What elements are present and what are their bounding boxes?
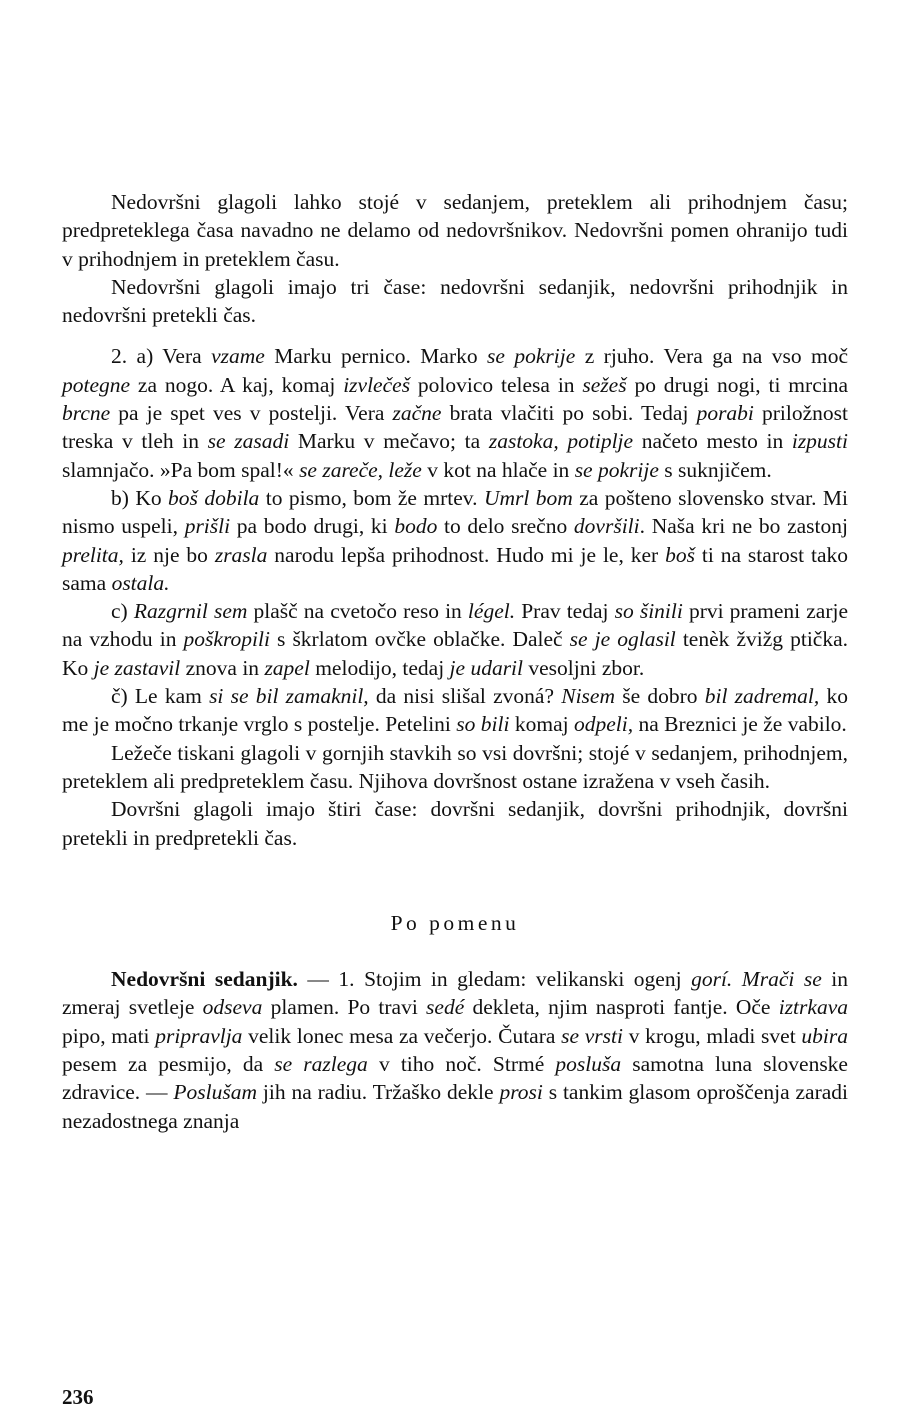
example-2c: c) Razgrnil sem plašč na cvetočo reso in légel. Prav tedaj so šinili prvi prameni zarje na vzhodu in poškropili s škrlatom ovčke oblačke. Daleč se je oglasil tenèk žvižg ptička. Ko je zastavil znova in zapel melodijo, tedaj je udaril vesoljni zbor. — [62, 599, 849, 680]
emphasized-verb: so bili — [456, 712, 510, 737]
emphasized-verb: gorí. Mrači se — [691, 967, 822, 992]
emphasized-verb: Umrl bom — [483, 485, 573, 510]
section-heading: Po pomenu — [390, 910, 520, 935]
emphasized-verb: je udaril — [449, 655, 524, 680]
emphasized-verb: posluša — [555, 1052, 622, 1077]
example-2a: 2. a) Vera vzame Marku pernico. Marko se pokrije z rjuho. Vera ga na vso moč potegne za nogo. A kaj, komaj izvlečeš polovico telesa in sežeš po drugi nogi, ti mrcina brcne pa je spet ves v postelji. Vera začne brata vlačiti po sobi. Tedaj porabi priložnost treska v tleh in se zasadi Marku v mečavo; ta zastoka, potiplje načeto mesto in izpusti slamnjačo. »Pa bom spal!« se zareče, leže v kot na hlače in se pokrije s suknjičem. — [62, 344, 849, 482]
emphasized-verb: sežeš — [582, 372, 627, 397]
emphasized-verb: izpusti — [791, 429, 848, 454]
emphasized-verb: si se bil zamaknil, — [209, 684, 369, 709]
emphasized-verb: se zareče, leže — [299, 457, 422, 482]
emphasized-verb: bil zadremal, — [704, 684, 820, 709]
emphasized-verb: izvlečeš — [343, 372, 411, 397]
emphasized-verb: dovršili — [573, 514, 640, 539]
emphasized-verb: brcne — [62, 401, 111, 426]
emphasized-verb: odpeli, — [573, 712, 634, 737]
emphasized-verb: potegne — [62, 372, 131, 397]
emphasized-verb: je zastavil — [93, 655, 181, 680]
emphasized-verb: prelita, — [62, 542, 124, 567]
example-2cz: č) Le kam si se bil zamaknil, da nisi slišal zvoná? Nisem še dobro bil zadremal, ko me je močno trkanje vrglo s postelje. Petelini so bili komaj odpeli, na Breznici je že vabilo. — [62, 684, 848, 737]
emphasized-verb: iztrkava — [778, 995, 848, 1020]
emphasized-verb: vzame — [211, 344, 265, 369]
emphasized-verb: odseva — [202, 995, 263, 1020]
emphasized-verb: boš dobila — [168, 485, 260, 510]
emphasized-verb: se zasadi — [207, 429, 290, 454]
emphasized-verb: se razlega — [274, 1052, 368, 1077]
emphasized-verb: pripravlja — [155, 1023, 243, 1048]
emphasized-verb: bodo — [394, 514, 438, 539]
emphasized-verb: zrasla — [214, 542, 268, 567]
emphasized-verb: Razgrnil sem — [133, 599, 248, 624]
emphasized-verb: prišli — [184, 514, 231, 539]
emphasized-verb: se pokrije — [574, 457, 659, 482]
emphasized-verb: se pokrije — [487, 344, 576, 369]
emphasized-verb: porabi — [696, 401, 754, 426]
emphasized-verb: ostala. — [111, 570, 170, 595]
paragraph-perfective-four-tenses: Dovršni glagoli imajo štiri čase: dovršni sedanjik, dovršni prihodnjik, dovršni pretekli in predpretekli čas. — [62, 797, 848, 850]
emphasized-verb: zastoka, potiplje — [488, 429, 634, 454]
emphasized-verb: se je oglasil — [569, 627, 676, 652]
example-2b: b) Ko boš dobila to pismo, bom že mrtev. Umrl bom za pošteno slovensko stvar. Mi nismo uspeli, prišli pa bodo drugi, ki bodo to delo srečno dovršili. Naša kri ne bo zastonj prelita, iz nje bo zrasla narodu lepša prihodnost. Hudo mi je le, ker boš ti na starost tako sama ostala. — [62, 485, 849, 595]
emphasized-verb: Nisem — [561, 684, 615, 709]
emphasized-verb: poškropili — [183, 627, 270, 652]
emphasized-verb: ubira — [801, 1023, 848, 1048]
emphasized-verb: Poslušam — [173, 1080, 258, 1105]
emphasized-verb: boš — [665, 542, 695, 567]
emphasized-verb: zapel — [264, 655, 310, 680]
paragraph-imperfective-present: Nedovršni sedanjik. — 1. Stojim in gledam: velikanski ogenj gorí. Mrači se in zmeraj svetleje odseva plamen. Po travi sedé dekleta, njim nasproti fantje. Oče iztrkava pipo, mati pripravlja velik lonec mesa za večerjo. Čutara se vrsti v krogu, mladi svet ubira pesem za pesmijo, da se razlega v tiho noč. Strmé posluša samotna luna slovenske zdravice. — Poslušam jih na radiu. Tržaško dekle prosi s tankim glasom oproščenja zaradi nezadostnega znanja — [62, 967, 849, 1133]
emphasized-verb: začne — [392, 401, 442, 426]
emphasized-verb: so šinili — [614, 599, 683, 624]
paragraph-italic-verbs-perfective: Ležeče tiskani glagoli v gornjih stavkih so vsi dovršni; stojé v sedanjem, prihodnjem, preteklem ali predpreteklem času. Njihova dovršnost ostane izražena v vseh časih. — [62, 740, 848, 793]
emphasized-verb: se vrsti — [561, 1023, 623, 1048]
emphasized-verb: légel. — [467, 599, 516, 624]
body-text — [62, 188, 848, 1135]
page-number: 236 — [62, 1385, 94, 1409]
paragraph-imperfective-three-tenses: Nedovršni glagoli imajo tri čase: nedovršni sedanjik, nedovršni prihodnjik in nedovršni pretekli čas. — [62, 274, 848, 328]
bold-term: Nedovršni sedanjik. — [111, 967, 298, 992]
emphasized-verb: prosi — [499, 1080, 543, 1105]
paragraph-imperfective-tenses: Nedovršni glagoli lahko stojé v sedanjem, preteklem ali prihodnjem času; predpreteklega časa navadno ne delamo od nedovršnikov. Nedovršni pomen ohranijo tudi v prihodnjem in preteklem času. — [62, 190, 848, 271]
emphasized-verb: sedé — [426, 995, 465, 1020]
